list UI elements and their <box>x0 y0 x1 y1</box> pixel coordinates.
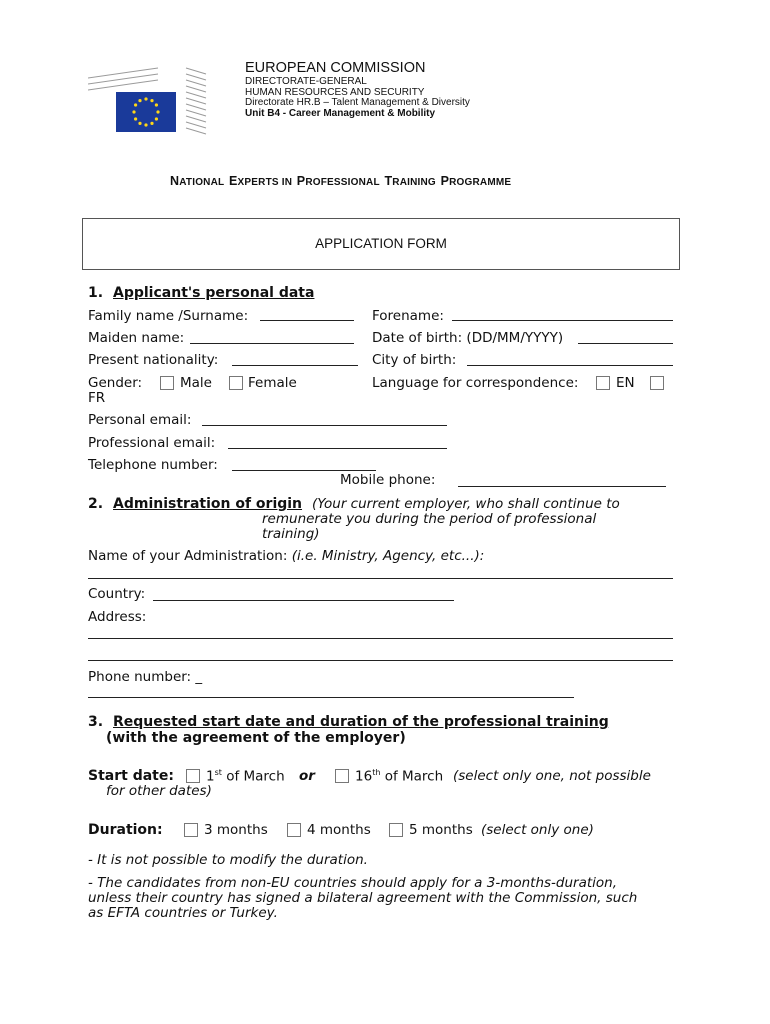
personal-email-field[interactable] <box>202 425 447 426</box>
female-checkbox[interactable] <box>229 376 243 390</box>
female-label: Female <box>248 375 297 391</box>
section2-note-line3: training) <box>262 526 320 542</box>
male-checkbox[interactable] <box>160 376 174 390</box>
section2-number: 2. <box>88 496 104 512</box>
non-eu-notice-line1: - The candidates from non-EU countries should apply for a 3-months-duration, <box>88 875 618 891</box>
duration-3-months-checkbox[interactable] <box>184 823 198 837</box>
city-of-birth-label: City of birth: <box>372 352 457 368</box>
address-field-line1[interactable] <box>88 638 673 639</box>
start-note-line1: (select only one, not possible <box>453 768 651 784</box>
lang-en-label: EN <box>616 375 635 391</box>
language-label: Language for correspondence: <box>372 375 579 391</box>
or-label: or <box>299 768 315 784</box>
duration-4-months-label: 4 months <box>307 822 371 838</box>
duration-label: Duration: <box>88 822 163 838</box>
maiden-name-field[interactable] <box>190 343 354 344</box>
unit-label: Unit B4 - Career Management & Mobility <box>245 108 436 119</box>
admin-name-label <box>88 548 484 564</box>
mobile-field[interactable] <box>458 486 666 487</box>
personal-email-label: Personal email: <box>88 412 192 428</box>
start-option1-text: of March <box>226 768 285 785</box>
ec-logo <box>88 66 208 136</box>
country-label: Country: <box>88 586 146 602</box>
programme-title: NATIONAL EXPERTS IN PROFESSIONAL TRAINING PROGRAMME <box>170 174 512 188</box>
professional-email-field[interactable] <box>228 448 447 449</box>
family-name-field[interactable] <box>260 320 354 321</box>
section2-note-line2: remunerate you during the period of professional <box>262 511 597 527</box>
start-option1-sup: st <box>214 768 222 777</box>
dg-label: DIRECTORATE-GENERAL <box>245 76 367 87</box>
forename-label: Forename: <box>372 308 444 324</box>
admin-phone-text: Phone number: <box>88 669 192 685</box>
country-field[interactable] <box>153 600 454 601</box>
duration-3-months-label: 3 months <box>204 822 268 838</box>
start-note-line2: for other dates) <box>106 783 212 799</box>
start-date-label: Start date: <box>88 768 174 784</box>
address-field-line2[interactable] <box>88 660 673 661</box>
duration-5-months-label: 5 months <box>409 822 473 838</box>
non-eu-notice-line2: unless their country has signed a bilateral agreement with the Commission, such <box>88 890 638 906</box>
lang-en-checkbox[interactable] <box>596 376 610 390</box>
lang-fr-checkbox[interactable] <box>650 376 664 390</box>
start-16th-march-checkbox[interactable] <box>335 769 349 783</box>
address-label: Address: <box>88 609 147 625</box>
mobile-label: Mobile phone: <box>340 472 436 488</box>
section3-number: 3. <box>88 714 104 730</box>
family-name-label: Family name /Surname: <box>88 308 249 324</box>
admin-name-text: Name of your Administration: <box>88 548 288 564</box>
section3-title: Requested start date and duration of the professional training <box>113 714 609 730</box>
duration-5-months-checkbox[interactable] <box>389 823 403 837</box>
dob-field[interactable] <box>578 343 673 344</box>
duration-note: (select only one) <box>481 822 594 838</box>
duration-notice: - It is not possible to modify the duration. <box>88 852 368 868</box>
admin-name-hint: (i.e. Ministry, Agency, etc...): <box>291 548 485 564</box>
start-option2-sup: th <box>372 768 381 777</box>
maiden-name-label: Maiden name: <box>88 330 185 346</box>
duration-4-months-checkbox[interactable] <box>287 823 301 837</box>
directorate-label: Directorate HR.B – Talent Management & Diversity <box>245 97 470 108</box>
section3-subtitle: (with the agreement of the employer) <box>106 730 406 746</box>
gender-label: Gender: <box>88 375 143 391</box>
forename-field[interactable] <box>452 320 673 321</box>
section1-number: 1. <box>88 285 104 301</box>
dept-label: HUMAN RESOURCES AND SECURITY <box>245 87 425 98</box>
form-title: APPLICATION FORM <box>315 236 447 251</box>
telephone-label: Telephone number: <box>88 457 218 473</box>
start-option2-num: 16 <box>355 768 373 785</box>
section2-note-line1: (Your current employer, who shall continue to <box>312 496 620 512</box>
org-name: EUROPEAN COMMISSION <box>245 60 426 76</box>
telephone-field[interactable] <box>232 470 376 471</box>
admin-phone-label <box>88 669 202 685</box>
nationality-label: Present nationality: <box>88 352 219 368</box>
start-option1-num: 1 <box>206 768 215 785</box>
admin-phone-field[interactable] <box>88 697 574 698</box>
section2-title: Administration of origin <box>113 496 303 512</box>
nationality-field[interactable] <box>232 365 358 366</box>
start-option1 <box>206 768 285 785</box>
start-1st-march-checkbox[interactable] <box>186 769 200 783</box>
section1-title: Applicant's personal data <box>113 285 315 301</box>
dob-label: Date of birth: (DD/MM/YYYY) <box>372 330 564 346</box>
city-of-birth-field[interactable] <box>467 365 673 366</box>
start-option2 <box>355 768 443 785</box>
start-option2-text: of March <box>384 768 444 785</box>
non-eu-notice-line3: as EFTA countries or Turkey. <box>88 905 278 921</box>
male-label: Male <box>180 375 212 391</box>
professional-email-label: Professional email: <box>88 435 216 451</box>
admin-name-field[interactable] <box>88 578 673 579</box>
lang-fr-label: FR <box>88 390 106 406</box>
admin-phone-tail: _ <box>195 669 203 685</box>
